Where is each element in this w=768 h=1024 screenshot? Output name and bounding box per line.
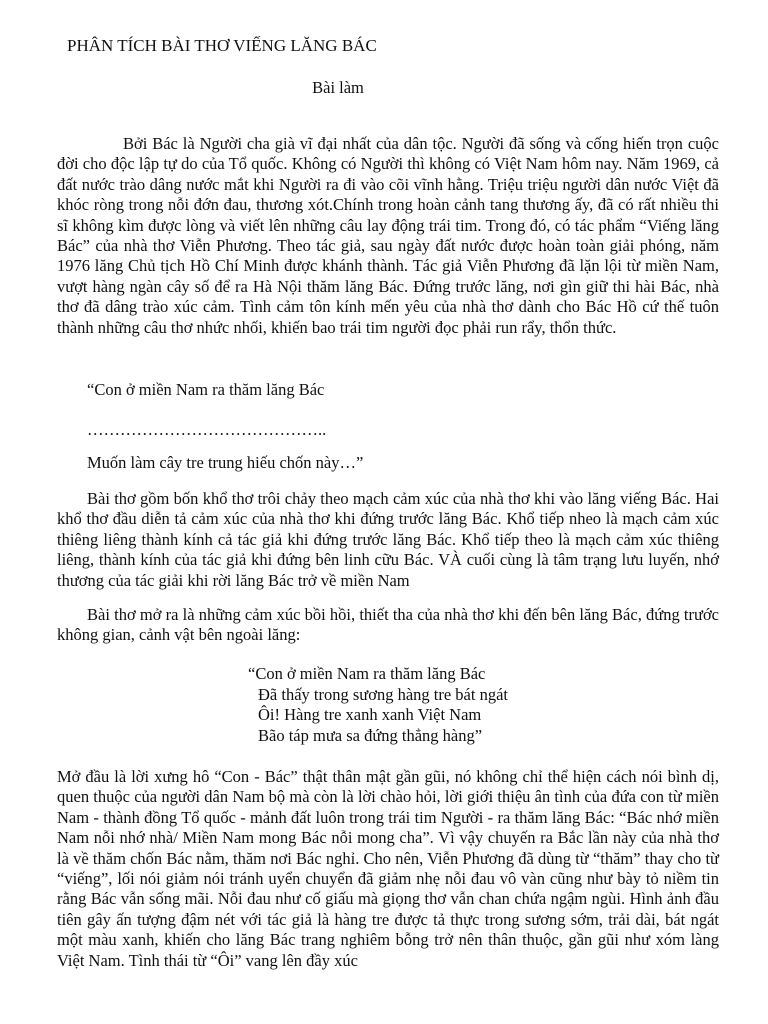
paragraph-analysis: Mở đầu là lời xưng hô “Con - Bác” thật thân mật gần gũi, nó không chỉ thể hiện cách nói bình dị, quen thuộc của người dân Nam bộ mà còn là lời chào hỏi, lời giới thiệu ân tình của đứa con từ miền Nam - thành đồng Tổ quốc - mảnh đất luôn trong trái tim Người - ra thăm lăng Bác: “Bác nhớ miền Nam nỗi nhớ nhà/ Miền Nam mong Bác nỗi mong cha”. Vì vậy chuyến ra Bắc lần này của nhà thơ là về thăm chốn Bác nằm, thăm nơi Bác nghỉ. Cho nên, Viễn Phương đã dùng từ “thăm” thay cho từ “viếng”, lối nói giảm nói tránh uyển chuyển đã giảm nhẹ nỗi đau vô vàn cũng như bày tỏ niềm tin rằng Bác vẫn sống mãi. Nỗi đau như cố giấu mà giọng thơ vẫn chan chứa ngậm ngùi. Hình ảnh đầu tiên gây ấn tượng đậm nét với tác giả là hàng tre được tả thực trong sương sớm, trải dài, bát ngát một màu xanh, khiến cho lăng Bác trang nghiêm bỗng trở nên thân thuộc, gần gũi như xóm làng Việt Nam. Tình thái từ “Ôi” vang lên đầy xúc	[57, 767, 719, 970]
quote-ellipsis: ……………………………………..	[87, 420, 327, 439]
poem-line: Bão táp mưa sa đứng thẳng hàng”	[258, 725, 483, 745]
document-subtitle: Bài làm	[312, 78, 364, 97]
poem-stanza	[248, 664, 508, 746]
paragraph-opening: Bài thơ mở ra là những cảm xúc bồi hồi, thiết tha của nhà thơ khi đến bên lăng Bác, đứng trước không gian, cảnh vật bên ngoài lăng:	[57, 605, 719, 645]
paragraph-intro: Bởi Bác là Người cha già vĩ đại nhất của dân tộc. Người đã sống và cống hiến trọn cuộc đời cho độc lập tự do của Tổ quốc. Không có Người thì không có Việt Nam hôm nay. Năm 1969, cả đất nước trào dâng nước mắt khi Người ra đi vào cõi vĩnh hằng. Triệu triệu người dân nước Việt đã khóc ròng trong nỗi đớn đau, thương xót.Chính trong hoàn cảnh tang thương ấy, đã có rất nhiều thi sĩ không kìm được lòng và viết lên những câu lay động trái tim. Trong đó, có tác phẩm “Viếng lăng Bác” của nhà thơ Viễn Phương. Theo tác giả, sau ngày đất nước được hoàn toàn giải phóng, năm 1976 lăng Chủ tịch Hồ Chí Minh được khánh thành. Tác giả Viễn Phương đã lặn lội từ miền Nam, vượt hàng ngàn cây số để ra Hà Nội thăm lăng Bác. Đứng trước lăng, nơi gìn giữ thi hài Bác, nhà thơ đã dâng trào xúc cảm. Tình cảm tôn kính mến yêu của nhà thơ dành cho Bác Hồ cứ thế tuôn thành những câu thơ nhức nhối, khiến bao trái tim người đọc phải run rẩy, thổn thức.	[57, 134, 719, 337]
quote-line-first: “Con ở miền Nam ra thăm lăng Bác	[87, 380, 325, 399]
poem-line: “Con ở miền Nam ra thăm lăng Bác	[248, 664, 486, 683]
quote-line-last: Muốn làm cây tre trung hiếu chốn này…”	[87, 453, 364, 472]
paragraph-structure: Bài thơ gồm bốn khổ thơ trôi chảy theo mạch cảm xúc của nhà thơ khi vào lăng viếng Bác. Hai khổ thơ đầu diễn tả cảm xúc của nhà thơ khi đứng trước lăng Bác. Khổ tiếp nheo là mạch cảm xúc thiêng liêng thành kính cả tác giả khi đứng trước lăng Bác. Khổ tiếp theo là mạch cảm xúc thiêng liêng, thành kính của tác giả khi đứng bên linh cữu Bác. VÀ cuối cùng là tâm trạng lưu luyến, nhớ thương của tác giải khi rời lăng Bác trở về miền Nam	[57, 489, 719, 590]
poem-line: Ôi! Hàng tre xanh xanh Việt Nam	[258, 705, 482, 725]
poem-line: Đã thấy trong sương hàng tre bát ngát	[258, 684, 508, 704]
document-title: PHÂN TÍCH BÀI THƠ VIẾNG LĂNG BÁC	[67, 36, 377, 55]
